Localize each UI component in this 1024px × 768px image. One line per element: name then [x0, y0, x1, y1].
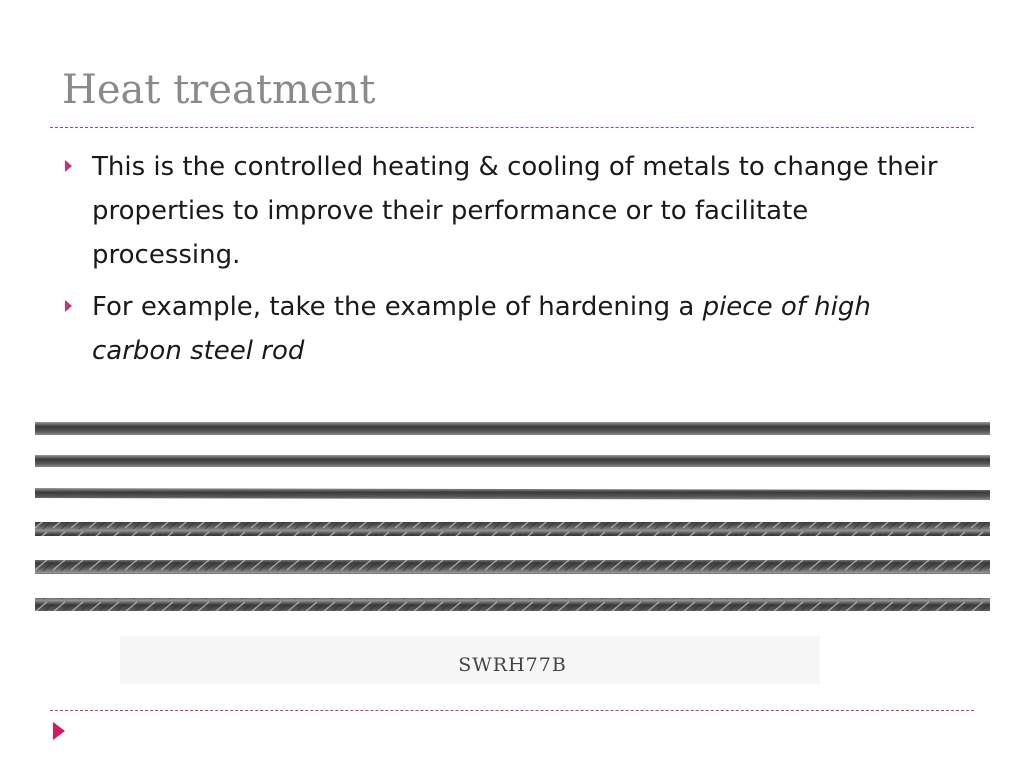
- bullet-text: This is the controlled heating & cooling of metals to change their properties to improve their performance or to facilitate processing.: [92, 152, 938, 270]
- bullet-text: For example, take the example of hardening a: [92, 292, 703, 322]
- triangle-bullet-icon: [65, 300, 72, 312]
- footer-divider: [50, 710, 974, 711]
- triangle-bullet-icon: [65, 160, 72, 172]
- footer-triangle-icon: [53, 722, 65, 740]
- steel-rods-photo: [35, 418, 990, 686]
- bullet-list: [62, 145, 962, 381]
- rod-grade-label: SWRH77B: [458, 654, 567, 676]
- title-divider: [50, 127, 974, 128]
- bullet-example: [62, 285, 962, 373]
- slide-title: Heat treatment: [62, 67, 376, 113]
- bullet-definition: [62, 145, 962, 277]
- bullet-italic-text: piece of high carbon steel rod: [92, 292, 871, 366]
- steel-rods-illustration: [35, 418, 990, 686]
